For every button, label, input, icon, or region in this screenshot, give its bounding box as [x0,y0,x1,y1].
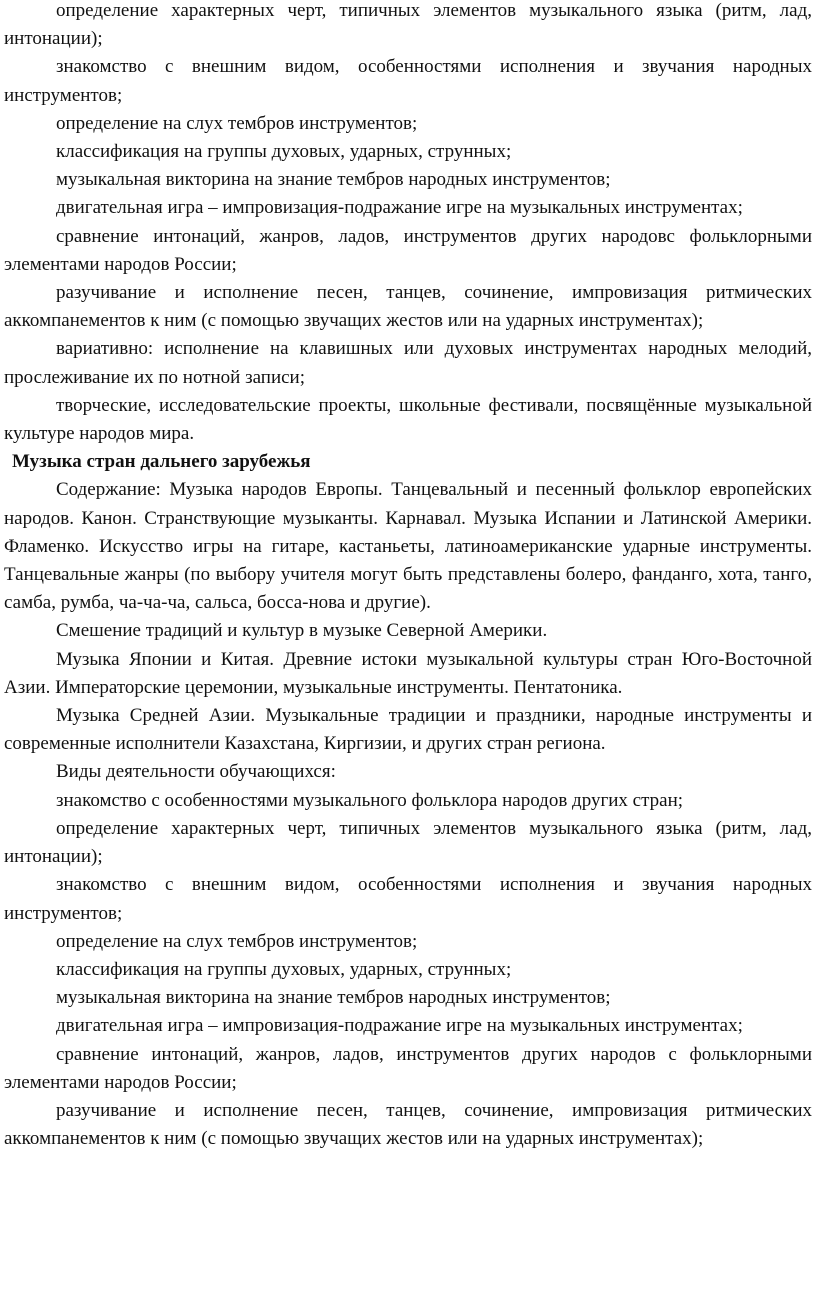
paragraph: знакомство с внешним видом, особенностями исполнения и звучания народных инструментов; [4,874,812,924]
paragraph: сравнение интонаций, жанров, ладов, инструментов других народовс фольклорными элементами народов России; [4,225,812,275]
paragraph: знакомство с особенностями музыкального фольклора народов других стран; [56,789,684,811]
paragraph: Музыка Японии и Китая. Древние истоки музыкальной культуры стран Юго-Восточной Азии. Императорские церемонии, музыкальные инструменты. Пентатоника. [4,648,812,698]
paragraph: музыкальная викторина на знание тембров народных инструментов; [56,987,611,1009]
paragraph: разучивание и исполнение песен, танцев, сочинение, импровизация ритмических аккомпанементов к ним (с помощью звучащих жестов или на ударных инструментах); [4,282,812,332]
paragraph: разучивание и исполнение песен, танцев, сочинение, импровизация ритмических аккомпанементов к ним (с помощью звучащих жестов или на ударных инструментах); [4,1099,812,1150]
paragraph: Смешение традиций и культур в музыке Северной Америки. [56,620,548,642]
paragraph: двигательная игра – импровизация-подражание игре на музыкальных инструментах; [56,1015,743,1037]
paragraph: определение характерных черт, типичных элементов музыкального языка (ритм, лад, интонации); [4,0,812,50]
paragraph: классификация на группы духовых, ударных, струнных; [56,141,512,163]
paragraph: сравнение интонаций, жанров, ладов, инструментов других народов с фольклорными элементами народов России; [4,1043,812,1093]
paragraph: Музыка Средней Азии. Музыкальные традиции и праздники, народные инструменты и современные исполнители Казахстана, Киргизии, и других стран региона. [4,705,812,755]
paragraph: музыкальная викторина на знание тембров народных инструментов; [56,169,611,191]
paragraph: вариативно: исполнение на клавишных или духовых инструментах народных мелодий, прослеживание их по нотной записи; [4,338,812,388]
paragraph: знакомство с внешним видом, особенностями исполнения и звучания народных инструментов; [4,56,812,106]
section-heading: Музыка стран дальнего зарубежья [12,451,311,473]
paragraph: определение на слух тембров инструментов; [56,112,418,134]
paragraph: Содержание: Музыка народов Европы. Танцевальный и песенный фольклор европейских народов. Канон. Странствующие музыканты. Карнавал. Музыка Испании и Латинской Америки. Фламенко. Искусство игры на гитаре, кастаньеты, латиноамериканские ударные инструменты. Танцевальные жанры (по выбору учителя могут быть представлены болеро, фанданго, хота, танго, самба, румба, ча-ча-ча, сальса, босса-нова и другие). [4,479,812,614]
paragraph: классификация на группы духовых, ударных, струнных; [56,958,512,980]
paragraph: Виды деятельности обучающихся: [56,761,336,783]
paragraph: творческие, исследовательские проекты, школьные фестивали, посвящённые музыкальной культуре народов мира. [4,394,812,445]
paragraph: определение на слух тембров инструментов; [56,930,418,952]
paragraph: определение характерных черт, типичных элементов музыкального языка (ритм, лад, интонации); [4,817,812,868]
paragraph: двигательная игра – импровизация-подражание игре на музыкальных инструментах; [56,197,743,219]
